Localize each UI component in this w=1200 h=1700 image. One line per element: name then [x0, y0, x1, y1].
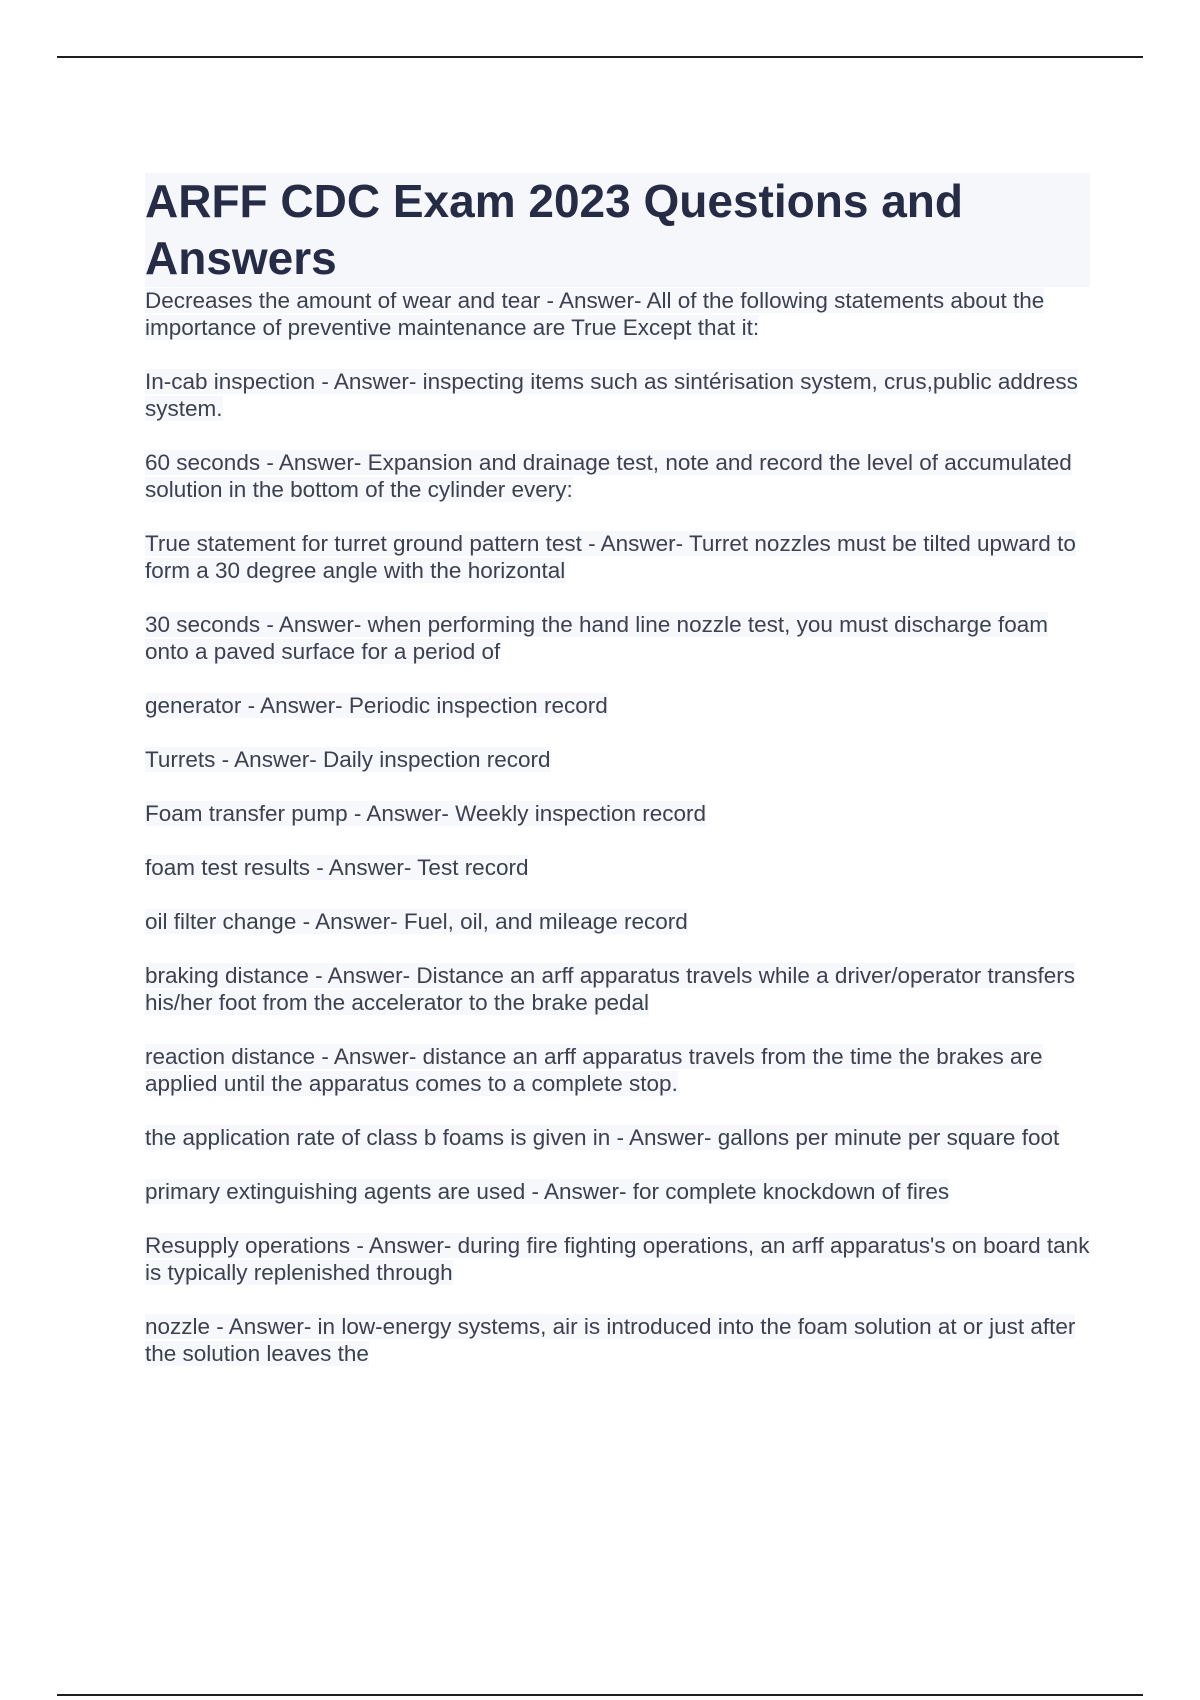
qa-item [145, 287, 1090, 341]
qa-text: generator - Answer- Periodic inspection record [145, 693, 608, 718]
qa-text: Decreases the amount of wear and tear - Answer- All of the following statements about the importance of preventive maintenance are True Except that it: [145, 288, 1045, 340]
qa-text: braking distance - Answer- Distance an arff apparatus travels while a driver/operator transfers his/her foot from the accelerator to the brake pedal [145, 963, 1076, 1015]
qa-text: oil filter change - Answer- Fuel, oil, and mileage record [145, 909, 688, 934]
qa-text: Turrets - Answer- Daily inspection record [145, 747, 551, 772]
qa-text: reaction distance - Answer- distance an arff apparatus travels from the time the brakes are applied until the apparatus comes to a complete stop. [145, 1044, 1043, 1096]
qa-item [145, 530, 1090, 584]
qa-text: the application rate of class b foams is given in - Answer- gallons per minute per square foot [145, 1125, 1060, 1150]
qa-text: 30 seconds - Answer- when performing the hand line nozzle test, you must discharge foam onto a paved surface for a period of [145, 612, 1048, 664]
document-body [145, 173, 1090, 1394]
qa-item [145, 1043, 1090, 1097]
header-rule [57, 56, 1143, 58]
qa-item [145, 854, 1090, 881]
qa-text: Foam transfer pump - Answer- Weekly inspection record [145, 801, 707, 826]
qa-item [145, 1313, 1090, 1367]
qa-text: foam test results - Answer- Test record [145, 855, 529, 880]
qa-item [145, 692, 1090, 719]
qa-item [145, 908, 1090, 935]
qa-item [145, 368, 1090, 422]
qa-text: True statement for turret ground pattern test - Answer- Turret nozzles must be tilted upward to form a 30 degree angle with the horizontal [145, 531, 1076, 583]
qa-text: Resupply operations - Answer- during fire fighting operations, an arff apparatus's on board tank is typically replenished through [145, 1233, 1090, 1285]
qa-text: 60 seconds - Answer- Expansion and drainage test, note and record the level of accumulated solution in the bottom of the cylinder every: [145, 450, 1072, 502]
qa-item [145, 746, 1090, 773]
qa-item [145, 962, 1090, 1016]
qa-text: nozzle - Answer- in low-energy systems, air is introduced into the foam solution at or just after the solution leaves the [145, 1314, 1076, 1366]
qa-text: primary extinguishing agents are used - Answer- for complete knockdown of fires [145, 1179, 950, 1204]
qa-item [145, 1124, 1090, 1151]
qa-text: In-cab inspection - Answer- inspecting items such as sintérisation system, crus,public address system. [145, 369, 1078, 421]
qa-item [145, 1232, 1090, 1286]
qa-item [145, 1178, 1090, 1205]
qa-item [145, 611, 1090, 665]
document-title: ARFF CDC Exam 2023 Questions and Answers [145, 173, 1090, 287]
qa-item [145, 449, 1090, 503]
footer-rule [57, 1694, 1143, 1696]
qa-list [145, 287, 1090, 1367]
qa-item [145, 800, 1090, 827]
